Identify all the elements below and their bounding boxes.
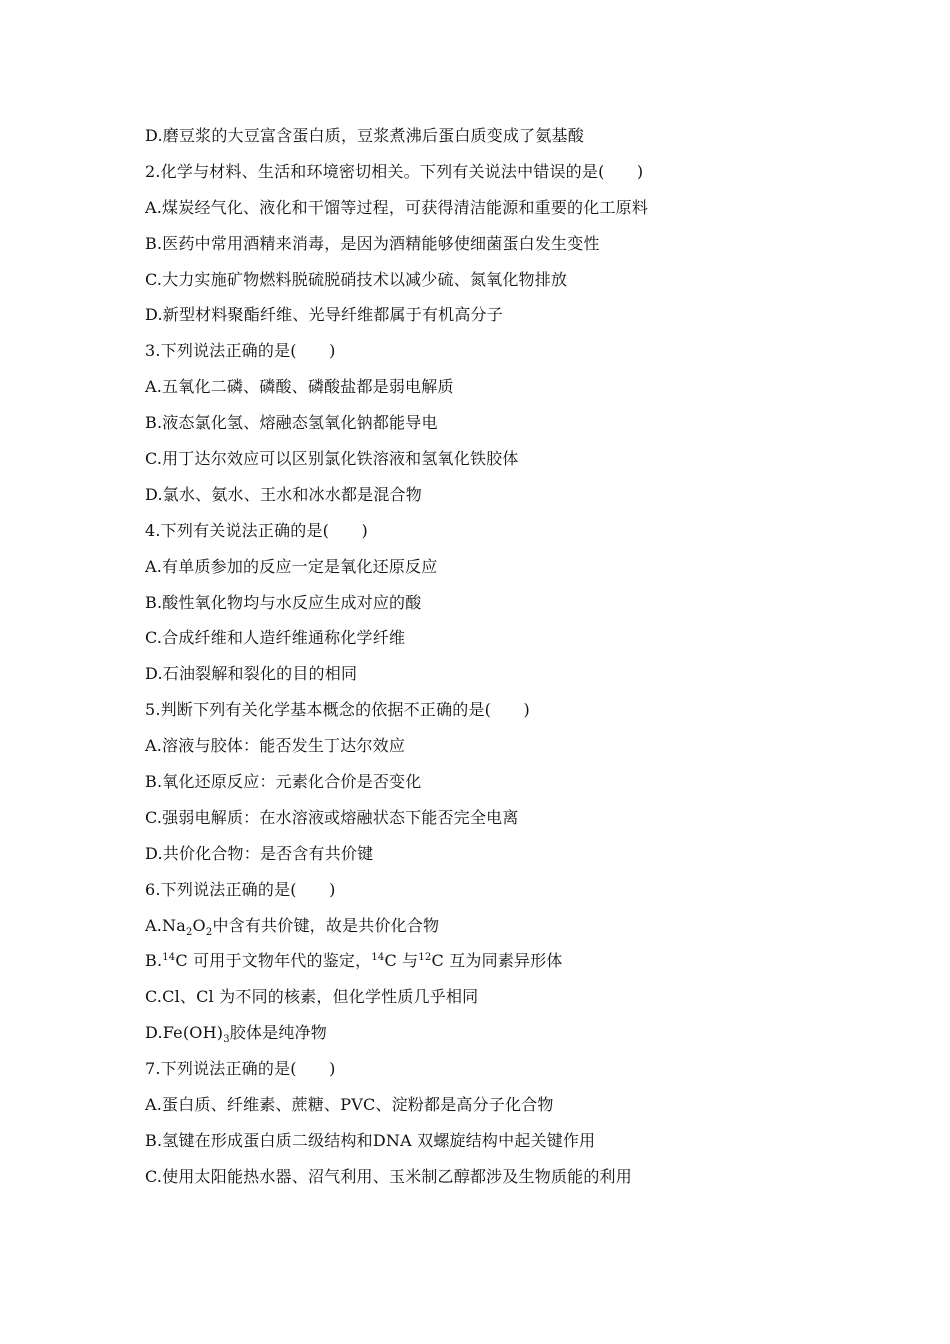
subscript: 2 bbox=[185, 926, 193, 938]
subscript: 2 bbox=[205, 926, 213, 938]
formula-text: 中含有共价键，故是共价化合物 bbox=[212, 915, 440, 935]
option-line: A.溶液与胶体：能否发生丁达尔效应 bbox=[145, 736, 406, 756]
option-line-formula bbox=[145, 1020, 865, 1056]
question-line: 4.下列有关说法正确的是( ) bbox=[145, 520, 368, 540]
option-line: A.煤炭经气化、液化和干馏等过程，可获得清洁能源和重要的化工原料 bbox=[145, 197, 649, 217]
option-line: D.石油裂解和裂化的目的相同 bbox=[145, 664, 358, 684]
option-line: D.氯水、氨水、王水和冰水都是混合物 bbox=[145, 484, 422, 504]
superscript: 12 bbox=[418, 952, 432, 964]
option-line: D.新型材料聚酯纤维、光导纤维都属于有机高分子 bbox=[145, 305, 503, 325]
option-line: C.Cl、Cl 为不同的核素，但化学性质几乎相同 bbox=[145, 987, 479, 1007]
formula-text: A.Na bbox=[145, 915, 186, 935]
formula-text: D.Fe(OH) bbox=[145, 1023, 224, 1043]
formula-text: C 可用于文物年代的鉴定， bbox=[175, 951, 372, 971]
question-line: 6.下列说法正确的是( ) bbox=[145, 879, 336, 899]
option-line: C.合成纤维和人造纤维通称化学纤维 bbox=[145, 628, 406, 648]
option-line: C.强弱电解质：在水溶液或熔融状态下能否完全电离 bbox=[145, 807, 519, 827]
option-line: A.有单质参加的反应一定是氧化还原反应 bbox=[145, 556, 438, 576]
option-line: C.使用太阳能热水器、沼气利用、玉米制乙醇都涉及生物质能的利用 bbox=[145, 1166, 632, 1186]
option-line: A.五氧化二磷、磷酸、磷酸盐都是弱电解质 bbox=[145, 377, 454, 397]
question-line: 7.下列说法正确的是( ) bbox=[145, 1059, 336, 1079]
option-line: C.用丁达尔效应可以区别氯化铁溶液和氢氧化铁胶体 bbox=[145, 449, 519, 469]
question-line: 2.化学与材料、生活和环境密切相关。下列有关说法中错误的是( ) bbox=[145, 161, 644, 181]
option-line: D.磨豆浆的大豆富含蛋白质，豆浆煮沸后蛋白质变成了氨基酸 bbox=[145, 126, 584, 145]
option-line-formula bbox=[145, 913, 865, 949]
formula-text: 胶体是纯净物 bbox=[229, 1023, 327, 1043]
superscript: 14 bbox=[371, 952, 385, 964]
option-line: C.大力实施矿物燃料脱硫脱硝技术以减少硫、氮氧化物排放 bbox=[145, 269, 568, 289]
formula-text: O bbox=[192, 915, 206, 935]
formula-text: B. bbox=[145, 951, 163, 971]
superscript: 14 bbox=[162, 952, 176, 964]
option-line: B.液态氯化氢、熔融态氢氧化钠都能导电 bbox=[145, 413, 438, 433]
option-line: B.氢键在形成蛋白质二级结构和DNA 双螺旋结构中起关键作用 bbox=[145, 1130, 596, 1150]
question-line: 5.判断下列有关化学基本概念的依据不正确的是( ) bbox=[145, 700, 530, 720]
option-line: A.蛋白质、纤维素、蔗糖、PVC、淀粉都是高分子化合物 bbox=[145, 1095, 554, 1115]
question-list bbox=[145, 123, 865, 1200]
question-line: 3.下列说法正确的是( ) bbox=[145, 341, 336, 361]
option-line-formula bbox=[145, 948, 865, 984]
option-line: B.氧化还原反应：元素化合价是否变化 bbox=[145, 772, 422, 792]
option-line: D.共价化合物：是否含有共价键 bbox=[145, 843, 374, 863]
option-line: B.酸性氧化物均与水反应生成对应的酸 bbox=[145, 592, 422, 612]
formula-text: C 与 bbox=[384, 951, 419, 971]
formula-text: C 互为同素异形体 bbox=[431, 951, 563, 971]
option-line: B.医药中常用酒精来消毒，是因为酒精能够使细菌蛋白发生变性 bbox=[145, 233, 600, 253]
subscript: 3 bbox=[223, 1034, 230, 1046]
